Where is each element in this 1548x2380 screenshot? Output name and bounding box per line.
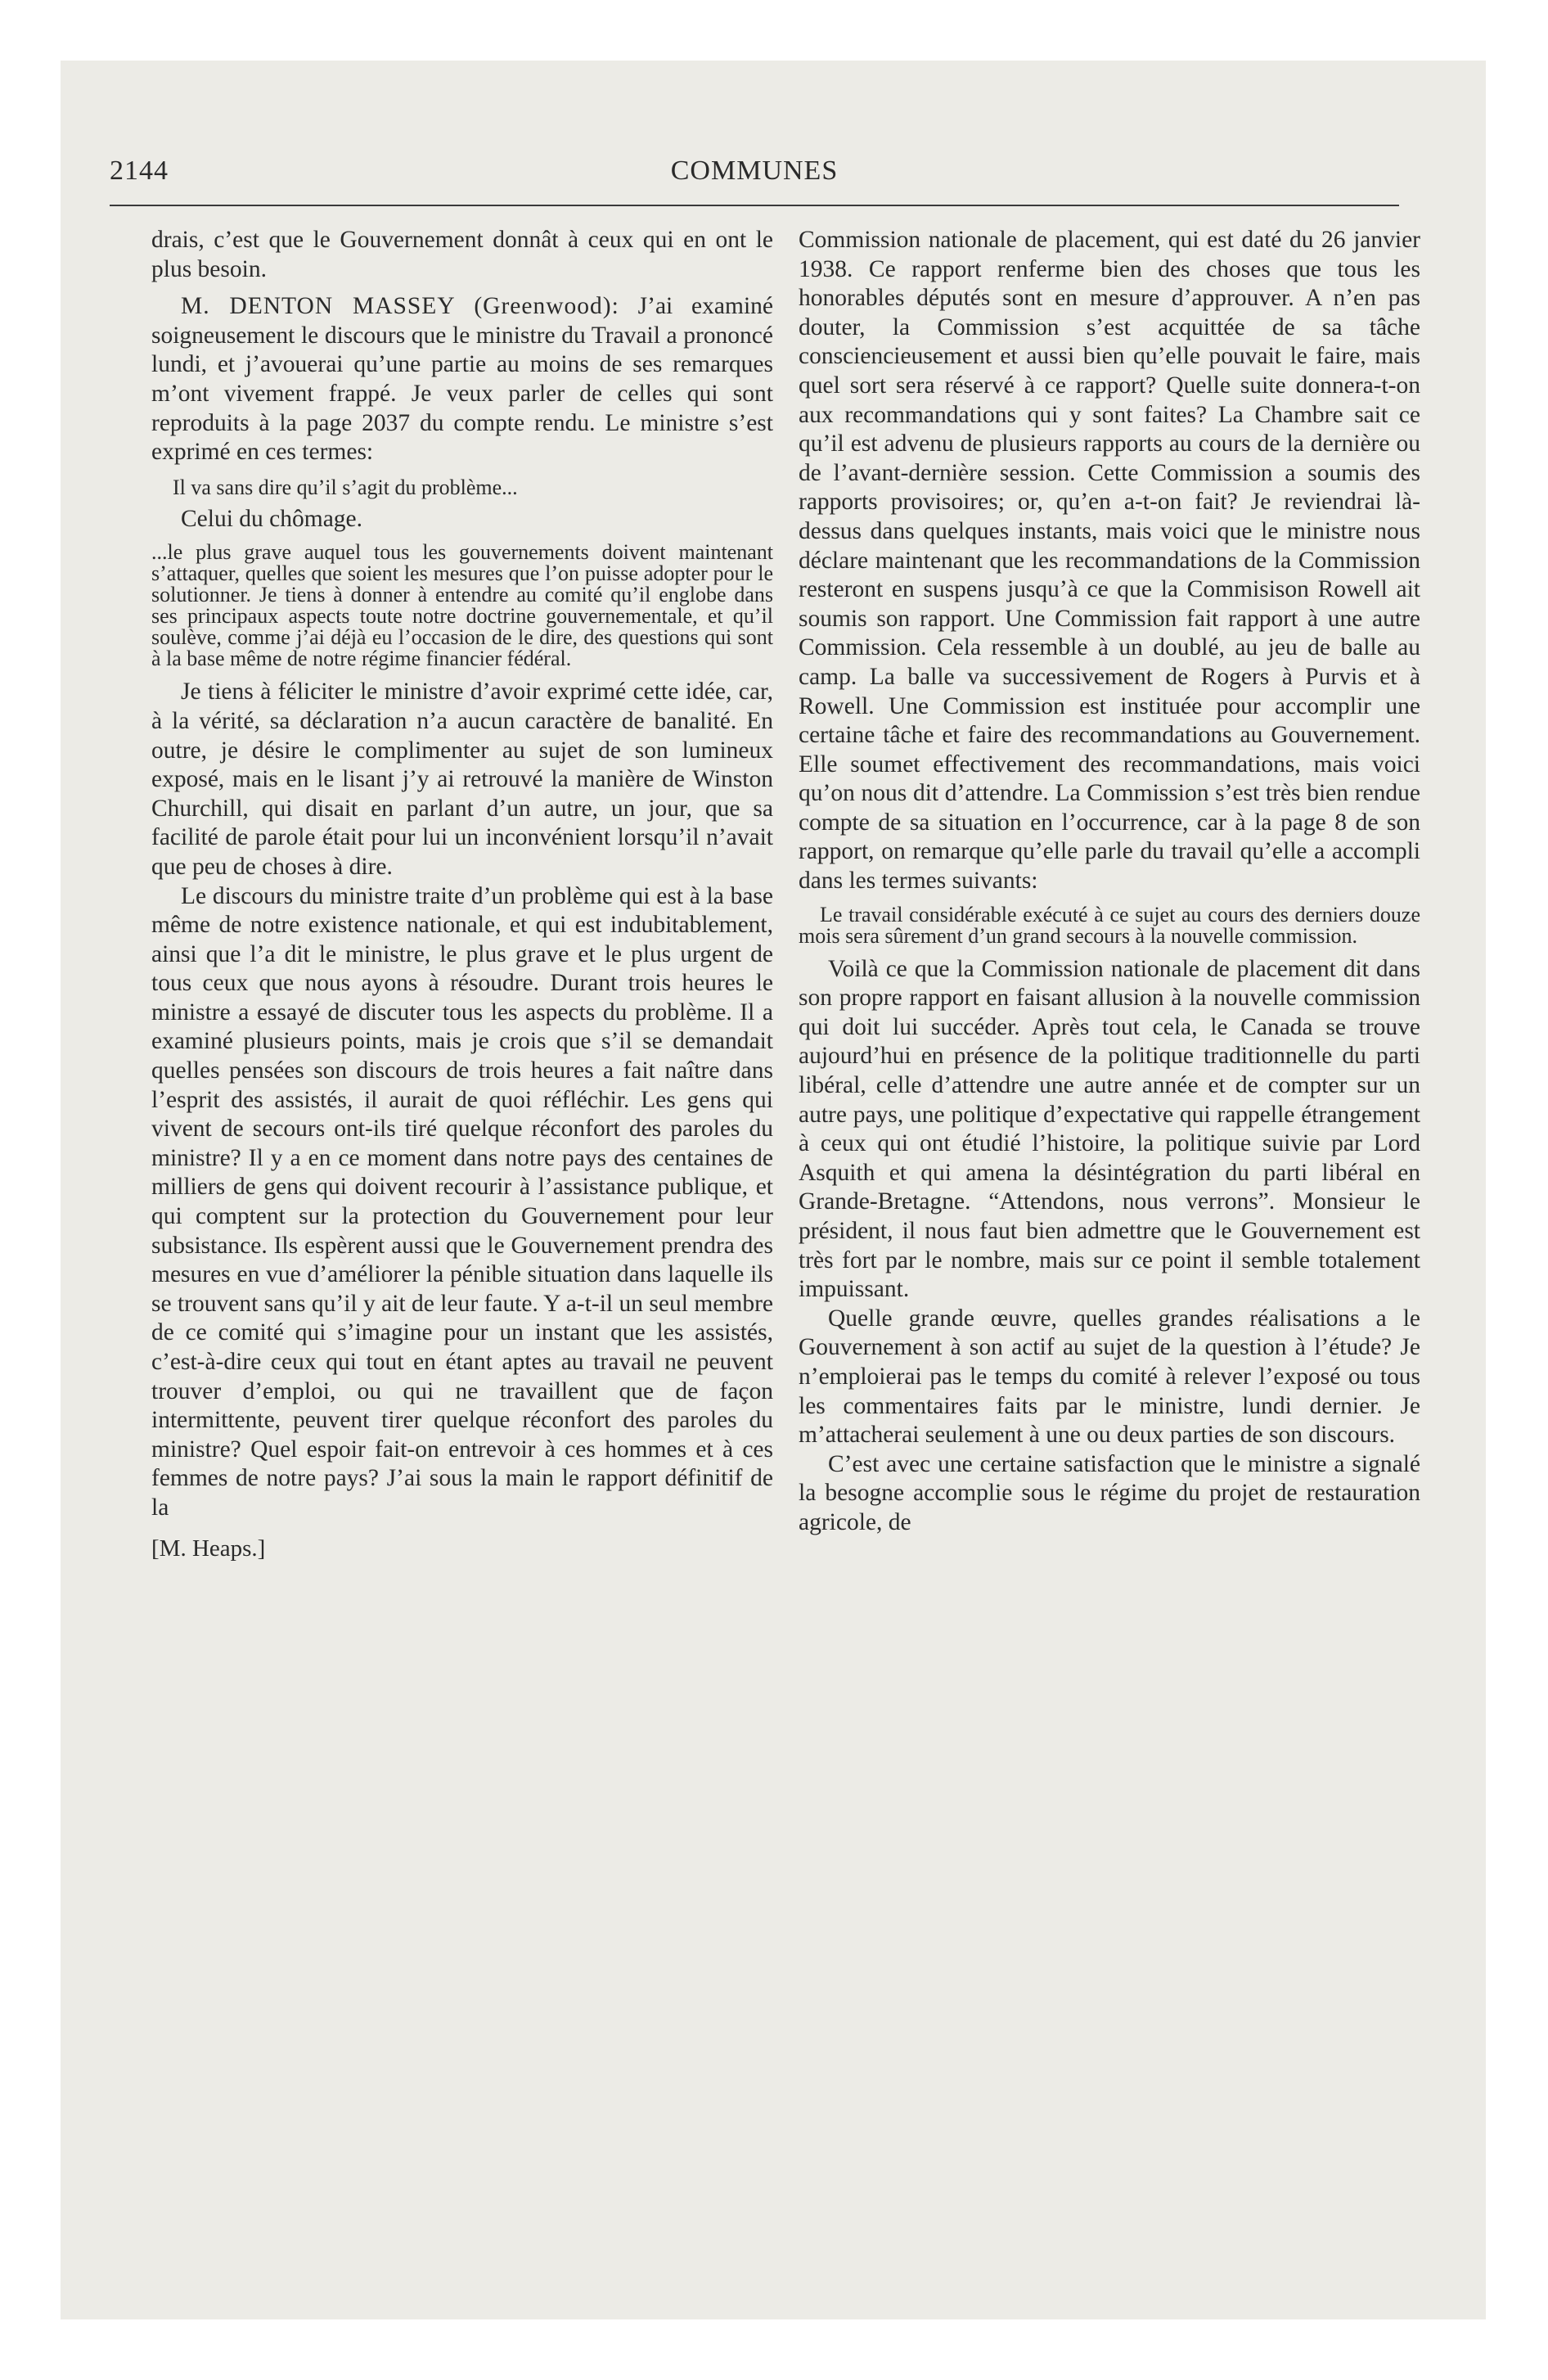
paragraph-text: J’ai examiné soigneusement le discours que le ministre du Travail a prononcé lundi, et j’avouerai qu’une partie au moins de ses remarques m’ont vivement frappé. Je veux parler de celles qui sont reproduits à la page 2037 du compte rendu. Le ministre s’est exprimé en ces termes: [151,293,773,466]
paragraph: C’est avec une certaine satisfaction que le ministre a signalé la besogne accomplie sous le régime du projet de restauration agricole, de [799,1450,1420,1535]
block-quote: ...le plus grave auquel tous les gouvernements doivent maintenant s’attaquer, quelles que soient les mesures que l’on puisse adopter pour le solutionner. Je tiens à donner à entendre au comité qu’il englobe dans ses principaux aspects toute notre doctrine gouvernementale, et qu’il soulève, comme j’ai déjà eu l’occasion de le dire, des questions qui sont à la base même de notre régime financier fédéral. [151,540,773,671]
running-head: COMMUNES [670,156,839,186]
interjection: Celui du chômage. [181,505,363,532]
paragraph: drais, c’est que le Gouvernement donnât à ceux qui en ont le plus besoin. [151,227,773,282]
left-column [151,226,773,1563]
speaker-name: M. DENTON MASSEY (Greenwood): [181,293,619,320]
paragraph: Quelle grande œuvre, quelles grandes réalisations a le Gouvernement à son actif au sujet de la question à l’étude? Je n’emploierai pas le temps du comité à relever l’exposé ou tous les commentaires faits par le ministre, lundi dernier. Je m’attacherai seulement à une ou deux parties de son discours. [799,1305,1420,1449]
paragraph-massey [151,292,773,467]
block-quote: Le travail considérable exécuté à ce sujet au cours des derniers douze mois sera sûrement d’un grand secours à la nouvelle commission. [799,902,1420,948]
page-number: 2144 [110,156,169,186]
block-quote: Il va sans dire qu’il s’agit du problème... [173,475,518,499]
paragraph: Commission nationale de placement, qui est daté du 26 janvier 1938. Ce rapport renferme bien des choses que tous les honorables députés sont en mesure d’approuver. A n’en pas douter, la Commission s’est acquittée de sa tâche consciencieusement et aussi bien qu’elle pouvait le faire, mais quel sort sera réservé à ce rapport? Quelle suite donnera-t-on aux recommandations qui y sont faites? La Chambre sait ce qu’il est advenu de plusieurs rapports au cours de la dernière ou de l’avant-dernière session. Cette Commission a soumis des rapports provisoires; or, qu’en a-t-on fait? Je reviendrai là-dessus dans quelques instants, mais voici que le ministre nous déclare maintenant que les recommandations de la Commission resteront en suspens jusqu’à ce que la Commisison Rowell ait soumis son rapport. Une Commission fait rapport à une autre Commission. Cela ressemble à un doublé, au jeu de balle au camp. La balle va successivement de Rogers à Purvis et à Rowell. Une Commission est instituée pour accomplir une certaine tâche et faire des recommandations au Gouvernement. Elle soumet effectivement des recommandations, mais voici qu’on nous dit d’attendre. La Commission s’est très bien rendue compte de sa situation en l’occurrence, car à la page 8 de son rapport, on remarque qu’elle parle du travail qu’elle a accompli dans les termes suivants: [799,227,1420,895]
header-rule [110,205,1399,206]
paragraph: Je tiens à féliciter le ministre d’avoir exprimé cette idée, car, à la vérité, sa déclaration n’a aucun caractère de banalité. En outre, je désire le complimenter au sujet de son lumineux exposé, mais en le lisant j’y ai retrouvé la manière de Winston Churchill, qui disait en parlant d’un autre, un jour, que sa facilité de parole était pour lui un inconvénient lorsqu’il n’avait que peu de choses à dire. [151,678,773,880]
page-header [110,152,1399,205]
speaker-credit: [M. Heaps.] [151,1535,266,1562]
paragraph: Voilà ce que la Commission nationale de placement dit dans son propre rapport en faisant allusion à la nouvelle commission qui doit lui succéder. Après tout cela, le Canada se trouve aujourd’hui en présence de la politique traditionnelle du parti libéral, celle d’attendre une autre année et de compter sur un autre pays, une politique d’expectative qui rappelle étrangement à ceux qui ont étudié l’histoire, la politique suivie par Lord Asquith et qui amena la désintégration du parti libéral en Grande-Bretagne. “Attendons, nous verrons”. Monsieur le président, il nous faut bien admettre que le Gouvernement est très fort par le nombre, mais sur ce point il semble totalement impuissant. [799,955,1420,1303]
paragraph: Le discours du ministre traite d’un problème qui est à la base même de notre existence nationale, et qui est indubitablement, ainsi que l’a dit le ministre, le plus grave et le plus urgent de tous ceux que nous ayons à résoudre. Durant trois heures le ministre a essayé de discuter tous les aspects du problème. Il a examiné plusieurs points, mais je crois que s’il se demandait quelles pensées son discours de trois heures a fait naître dans l’esprit des assistés, il aurait de quoi réfléchir. Les gens qui vivent de secours ont-ils tiré quelque réconfort des paroles du ministre? Il y a en ce moment dans notre pays des centaines de milliers de gens qui doivent recourir à l’assistance publique, et qui comptent sur la protection du Gouvernement pour leur subsistance. Ils espèrent aussi que le Gouvernement prendra des mesures en vue d’améliorer la pénible situation dans laquelle ils se trouvent sans qu’il y ait de leur faute. Y a-t-il un seul membre de ce comité qui s’imagine pour un instant que les assistés, c’est-à-dire ceux qui tout en étant aptes au travail ne peuvent trouver d’emploi, ou qui ne travaillent que de façon intermittente, peuvent tirer quelque réconfort des paroles du ministre? Quel espoir fait-on entrevoir à ces hommes et à ces femmes de notre pays? J’ai sous la main le rapport définitif de la [151,882,773,1521]
right-column [799,226,1420,1538]
